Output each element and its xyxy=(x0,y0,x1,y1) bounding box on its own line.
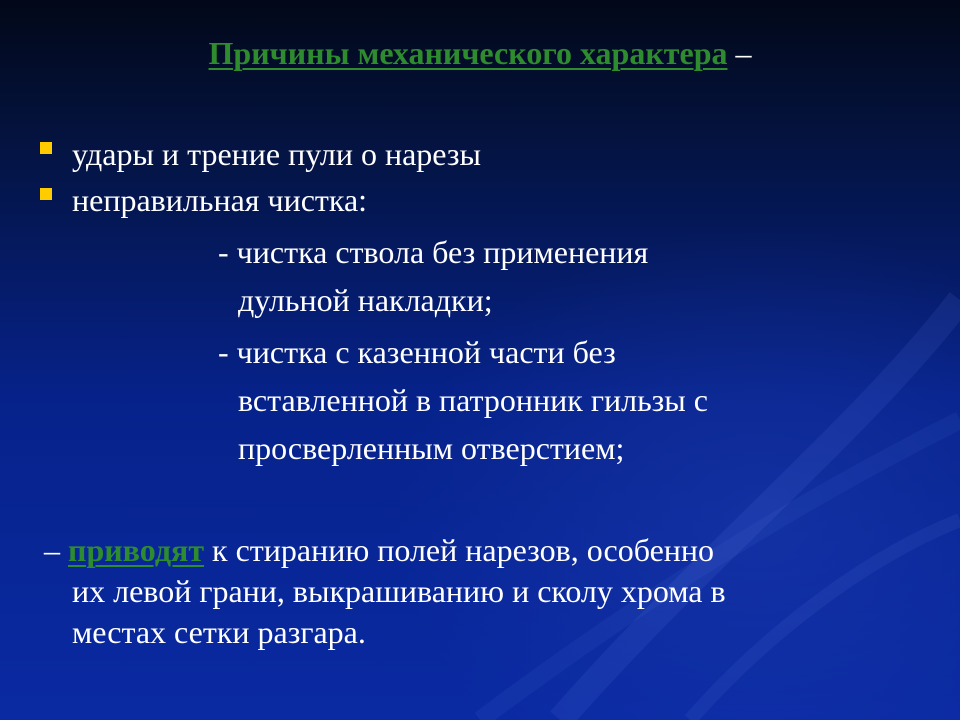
conclusion-keyword: приводят xyxy=(68,532,205,568)
sub-item-2-line-2: вставленной в патронник гильзы с xyxy=(222,382,708,418)
sub-item-2-line-3: просверленным отверстием; xyxy=(222,430,625,466)
bullet-square-icon xyxy=(40,188,52,200)
conclusion-dash: – xyxy=(36,532,68,568)
bullet-item-2: неправильная чистка: xyxy=(72,182,368,218)
conclusion-line-3: местах сетки разгара. xyxy=(72,614,366,650)
title-emphasis: Причины механического характера xyxy=(208,35,728,71)
sub-item-1-line-1: - чистка ствола без применения xyxy=(218,234,649,270)
sub-item-1-line-2: дульной накладки; xyxy=(222,282,493,318)
conclusion-line-1 xyxy=(36,530,714,570)
sub-item-2-line-1: - чистка с казенной части без xyxy=(218,334,616,370)
bullet-item-1: удары и трение пули о нарезы xyxy=(72,136,481,172)
bullet-square-icon xyxy=(40,142,52,154)
slide-title xyxy=(0,33,960,73)
conclusion-line-2: их левой грани, выкрашиванию и сколу хрома в xyxy=(72,573,726,609)
conclusion-line-1-rest: к стиранию полей нарезов, особенно xyxy=(204,532,715,568)
title-dash: – xyxy=(727,35,752,71)
